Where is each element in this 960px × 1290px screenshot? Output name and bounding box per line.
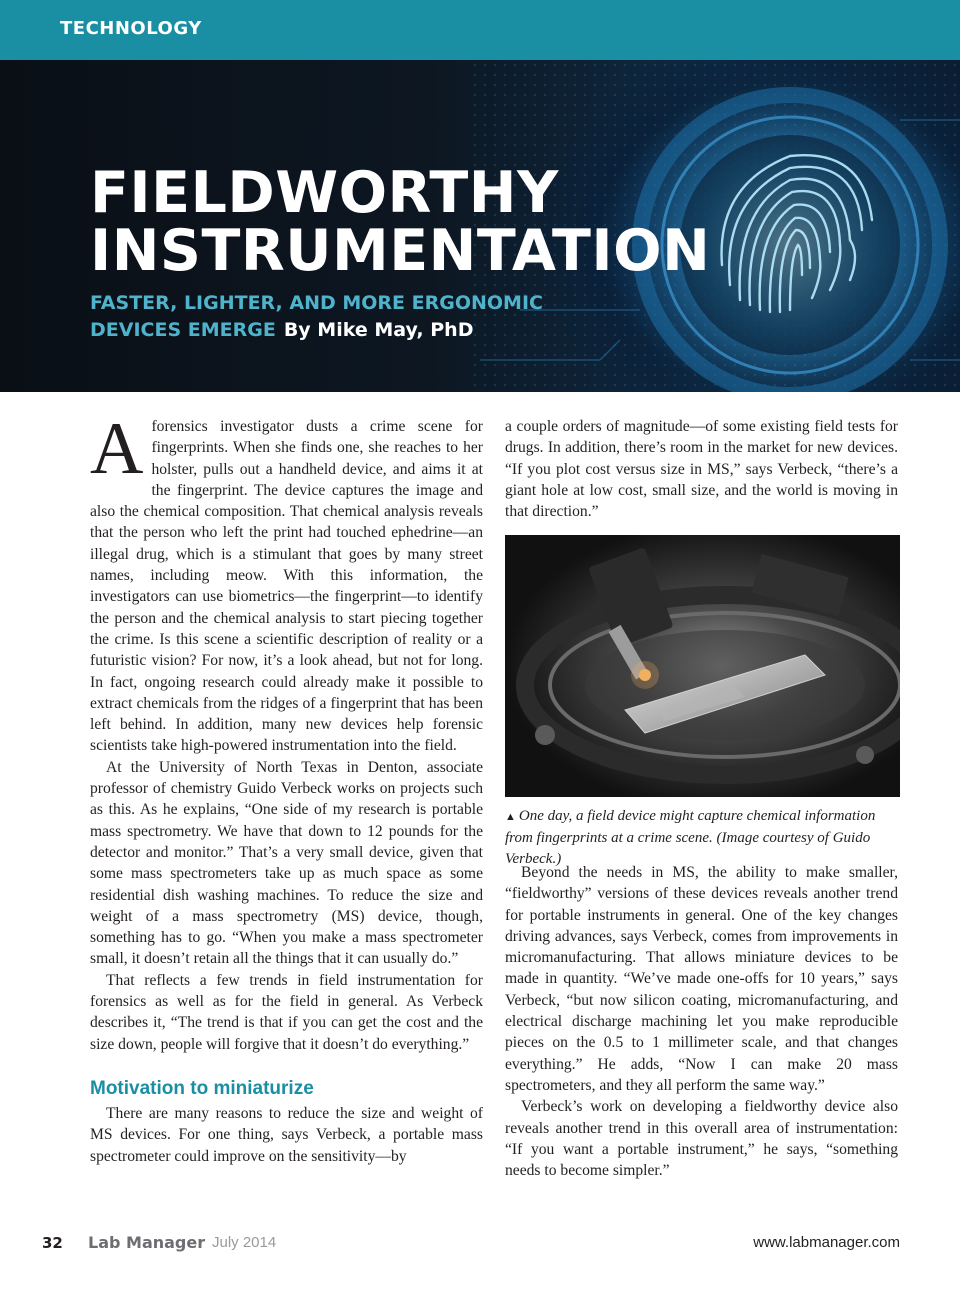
page-number: 32 <box>42 1234 63 1252</box>
drop-cap: A <box>90 408 144 490</box>
headline-line: FIELDWORTHY <box>90 160 559 226</box>
page-footer <box>0 1230 960 1260</box>
body-paragraph: That reflects a few trends in field instrumentation for forensics as well as for the field in general. As Verbeck describes it, “The trend is that if you can get the cost and the size down, people will forgive that it doesn’t do everything.” <box>90 971 483 1053</box>
website-url: www.labmanager.com <box>753 1234 900 1251</box>
deck-line-2 <box>90 317 543 344</box>
issue-date: July 2014 <box>212 1234 277 1251</box>
body-paragraph: a couple orders of magnitude—of some existing field tests for drugs. In addition, there’s room in the market for new devices. “If you plot cost versus size in MS,” says Verbeck, “there’s a giant hole at low cost, small size, and the world is moving in that direction.” <box>505 418 898 521</box>
deck-line: FASTER, LIGHTER, AND MORE ERGONOMIC <box>90 292 543 314</box>
byline: By Mike May, PhD <box>283 319 474 341</box>
section-subhead: Motivation to miniaturize <box>90 1077 314 1099</box>
triangle-up-icon: ▲ <box>505 811 516 823</box>
magazine-name: Lab Manager <box>88 1233 206 1252</box>
instrument-photo-icon <box>505 535 900 797</box>
photo-caption <box>505 806 900 870</box>
section-band <box>0 0 960 60</box>
headline-line: INSTRUMENTATION <box>90 218 711 284</box>
right-column-top <box>505 416 898 522</box>
deck-text: DEVICES EMERGE <box>90 319 276 341</box>
article-deck <box>90 290 543 344</box>
body-paragraph: At the University of North Texas in Denton, associate professor of chemistry Guido Verbeck works on projects such as this. As he explains, “One side of my research is portable mass spectrometry. We have that down to 12 pounds for the detector and monitor.” That’s a very small device, given that some mass spectrometers take up as much space as some residential dish washing machines. To reduce the size and weight of a mass spectrometry (MS) device, though, something has to go. “When you make a mass spectrometer small, it doesn’t retain all the things that it can usually do.” <box>90 758 483 968</box>
right-column-bottom <box>505 862 898 1181</box>
body-text: forensics investigator dusts a crime scene for fingerprints. When she finds one, she reaches to her holster, pulls out a handheld device, and aims it at the fingerprint. The device captures the image and also the chemical composition. That chemical analysis reveals that the person who left the print had touched ephedrine—an illegal drug, which is a stimulant that goes by many street names, including meow. With this information, the investigators can use biometrics—the fingerprint—to identify the person and the chemical analysis to start piecing together the crime. Is this scene a scientific description of reality or a futuristic vision? For now, it’s a look ahead, but not for long. In fact, ongoing research could already make it possible to extract chemicals from the ridges of a fingerprint that has been left behind. In addition, many new devices help forensic scientists take high-powered instrumentation into the field. <box>90 418 483 755</box>
left-column <box>90 408 483 1167</box>
article-headline <box>90 160 711 284</box>
hero-banner <box>0 60 960 392</box>
body-paragraph: Verbeck’s work on developing a fieldworthy device also reveals another trend in this overall area of instrumentation: “If you want a portable instrument,” he says, “something needs to become simpler.” <box>505 1098 898 1180</box>
article-photo <box>505 535 900 797</box>
body-paragraph: There are many reasons to reduce the size and weight of MS devices. For one thing, says Verbeck, a portable mass spectrometer could improve on the sensitivity—by <box>90 1104 483 1165</box>
section-label: TECHNOLOGY <box>60 18 202 39</box>
body-paragraph <box>90 408 483 757</box>
body-paragraph: Beyond the needs in MS, the ability to make smaller, “fieldworthy” versions of these devices reveals another trend for portable instruments in general. One of the key changes driving advances, says Verbeck, comes from improvements in micromanufacturing. That allows miniature devices to be made in quantity. “We’ve made one-offs for 10 years,” says Verbeck, “but now silicon coating, micromanufacturing, and electrical discharge machining let you make reproducible pieces on the 0.5 to 1 millimeter scale, and that changes everything.” He adds, “Now I can make 20 mass spectrometers, and they all perform the same way.” <box>505 864 898 1094</box>
caption-text: One day, a field device might capture chemical information from fingerprints at a crime scene. (Image courtesy of Guido Verbeck.) <box>505 808 876 867</box>
